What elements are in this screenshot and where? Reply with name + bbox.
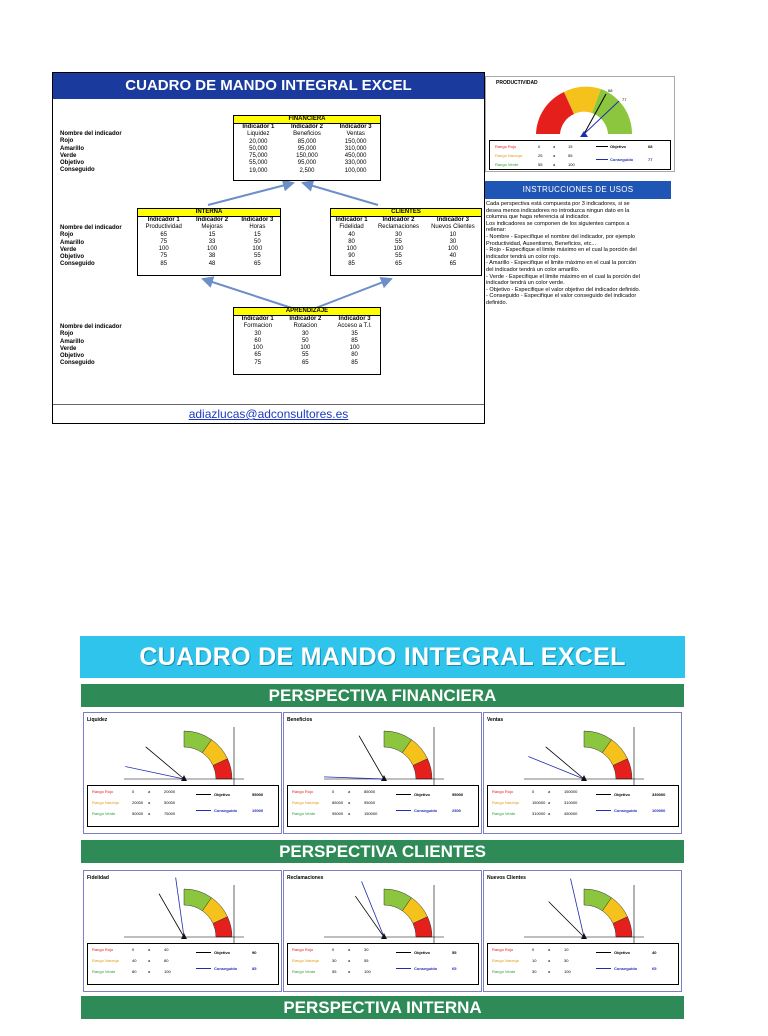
gauge-chart (484, 871, 681, 943)
legend-text: 450000 (564, 811, 578, 816)
row-labels-aprendizaje: Nombre del indicador Rojo Amarillo Verde Objetivo Conseguido (60, 324, 122, 367)
legend-text: Conseguido (214, 808, 238, 813)
dashboard-sheet (52, 72, 485, 424)
legend-text: 85 (252, 966, 257, 971)
legend-text: 30 (532, 969, 537, 974)
gauge-title: Nuevos Clientes (487, 875, 526, 881)
legend-text: 40 (164, 947, 169, 952)
legend-text: a (548, 947, 551, 952)
legend-text: a (348, 958, 351, 963)
gauge-title: Fidelidad (87, 875, 109, 881)
legend-text: Rango Naranja (492, 800, 519, 805)
objetivo-line-swatch (196, 952, 211, 953)
legend-text: 65 (652, 966, 657, 971)
objetivo-line-swatch (396, 794, 411, 795)
legend-text: 19000 (252, 808, 264, 813)
section-clientes-header: PERSPECTIVA CLIENTES (81, 840, 684, 863)
gauge-objetivo-needle (549, 902, 584, 937)
legend-text: Conseguido (414, 966, 438, 971)
gauge-chart (284, 871, 481, 943)
gauge-objetivo-needle (546, 747, 584, 779)
legend-text: a (348, 969, 351, 974)
legend-text: Rango Rojo (492, 789, 514, 794)
gauge-legend (287, 943, 479, 985)
legend-text: Conseguido (614, 808, 638, 813)
productividad-legend: Rango Rojo 0 a 15 Rango Naranja 25 a 55 Rango Verde 55 a 100 Objetivo 68 Conseguido 77 (489, 140, 671, 170)
legend-text: 150000 (364, 811, 378, 816)
legend-text: Conseguido (414, 808, 438, 813)
legend-text: a (548, 800, 551, 805)
legend-text: 0 (132, 789, 135, 794)
legend-text: 50000 (132, 811, 144, 816)
legend-text: 10 (532, 958, 537, 963)
legend-text: 30 (332, 958, 337, 963)
legend-text: 100 (364, 969, 371, 974)
legend-text: 40 (132, 958, 137, 963)
legend-text: Rango Rojo (292, 789, 314, 794)
legend-text: a (148, 947, 151, 952)
gauge-chart (484, 713, 681, 785)
legend-text: Conseguido (614, 966, 638, 971)
gauge-conseguido-needle (324, 777, 384, 779)
legend-text: a (548, 969, 551, 974)
legend-text: Conseguido (214, 966, 238, 971)
legend-text: 90 (252, 950, 257, 955)
legend-text: 10 (564, 947, 569, 952)
legend-text: Objetivo (414, 950, 431, 955)
legend-text: Rango Rojo (92, 789, 114, 794)
legend-text: 100 (564, 969, 571, 974)
legend-text: Rango Verde (92, 969, 116, 974)
legend-text: 100000 (652, 808, 666, 813)
gauge-legend (487, 943, 679, 985)
legend-text: 0 (532, 947, 535, 952)
gauge-panel (483, 870, 682, 992)
legend-text: 0 (332, 947, 335, 952)
legend-text: a (148, 789, 151, 794)
gauge-panel (483, 712, 682, 834)
gauge-conseguido-needle (176, 878, 184, 937)
contact-email-link[interactable]: adiazlucas@adconsultores.es (53, 404, 484, 423)
legend-text: 100 (164, 969, 171, 974)
table-financiera: FINANCIERA Indicador 1 Indicador 2 Indicador 3 Liquidez Beneficios Ventas 20,000 85,000 150,000 50,000 95,000 310,000 75,000 150,000 450,000 55,000 95,000 330,000 19,000 2,500 100,000 (233, 115, 381, 181)
legend-text: Rango Verde (292, 969, 316, 974)
legend-text: 0 (332, 789, 335, 794)
row-labels-financiera: Nombre del indicador Rojo Amarillo Verde Objetivo Conseguido (60, 131, 122, 174)
legend-text: 65 (452, 966, 457, 971)
gauge-panel (83, 870, 282, 992)
legend-text: Rango Verde (492, 969, 516, 974)
legend-text: 150000 (564, 789, 578, 794)
legend-text: Objetivo (214, 950, 231, 955)
legend-text: a (148, 811, 151, 816)
legend-text: Objetivo (214, 792, 231, 797)
table-interna: INTERNA Indicador 1 Indicador 2 Indicador 3 Productividad Mejoras Horas 65 15 15 75 33 50 100 100 100 75 38 55 85 48 65 (137, 208, 281, 276)
legend-text: a (548, 811, 551, 816)
gauge-legend (487, 785, 679, 827)
legend-text: Rango Rojo (92, 947, 114, 952)
gauge-objetivo-needle (159, 894, 184, 937)
conseguido-line-swatch (396, 968, 411, 969)
gauge-panel (83, 712, 282, 834)
productividad-gauge-panel (485, 76, 675, 172)
sheet-title: CUADRO DE MANDO INTEGRAL EXCEL (53, 73, 484, 99)
legend-text: Objetivo (614, 950, 631, 955)
gauge-conseguido-needle (528, 757, 584, 779)
conseguido-line-swatch (196, 810, 211, 811)
legend-text: 330000 (652, 792, 666, 797)
legend-text: Rango Naranja (492, 958, 519, 963)
legend-text: 85000 (364, 789, 376, 794)
instructions-header: INSTRUCCIONES DE USOS (485, 181, 671, 199)
legend-text: a (148, 800, 151, 805)
legend-text: Rango Naranja (292, 800, 319, 805)
gauge-title: Ventas (487, 717, 504, 723)
legend-text: a (348, 947, 351, 952)
section-interna-header: PERSPECTIVA INTERNA (81, 996, 684, 1019)
gauge-legend (87, 943, 279, 985)
legend-text: 50000 (164, 800, 176, 805)
conseguido-line-swatch (596, 810, 611, 811)
legend-text: Objetivo (414, 792, 431, 797)
legend-text: 95000 (332, 811, 344, 816)
legend-text: 20000 (164, 789, 176, 794)
gauge-chart (284, 713, 481, 785)
legend-text: Objetivo (614, 792, 631, 797)
legend-text: 85000 (332, 800, 344, 805)
table-aprendizaje: APRENDIZAJE Indicador 1 Indicador 2 Indicador 3 Formacion Rotacion Acceso a T.I. 30 30 35 60 50 85 100 100 100 65 55 80 75 65 85 (233, 307, 381, 375)
legend-text: 55 (364, 958, 369, 963)
legend-text: Rango Verde (292, 811, 316, 816)
legend-text: 20000 (132, 800, 144, 805)
gauge-objetivo-needle (146, 747, 184, 779)
gauge-legend (87, 785, 279, 827)
legend-text: Rango Naranja (292, 958, 319, 963)
gauge-panel (283, 870, 482, 992)
legend-text: Rango Verde (492, 811, 516, 816)
conseguido-line-swatch (596, 968, 611, 969)
legend-text: a (548, 789, 551, 794)
legend-text: Rango Naranja (92, 958, 119, 963)
legend-text: a (348, 800, 351, 805)
gauge-panel (283, 712, 482, 834)
legend-text: 310000 (564, 800, 578, 805)
gauge-chart (84, 713, 281, 785)
conseguido-marker: 77 (622, 97, 627, 102)
dashboard-title: CUADRO DE MANDO INTEGRAL EXCEL (80, 636, 685, 678)
gauge-conseguido-needle (571, 879, 584, 937)
legend-text: a (348, 811, 351, 816)
legend-text: a (148, 958, 151, 963)
objetivo-line-swatch (396, 952, 411, 953)
gauge-legend (287, 785, 479, 827)
legend-text: Rango Naranja (92, 800, 119, 805)
legend-text: a (348, 789, 351, 794)
legend-text: 55 (452, 950, 457, 955)
gauge-chart (84, 871, 281, 943)
instructions-text: Cada perspectiva está compuesta por 3 indicadores, si se desea menos indicadores no introduzca ningun dato en la columna que haga referencia al indicador. Los indicadores se componen de los siguientes campos a rellenar: - Nombre - Especifique el nombre del indicador, por ejemplo Productividad, Ausentismo, Beneficios, etc... - Rojo - Especifique el limite máximo en el cual la porción del indicador tendrá un color rojo. - Amarillo - Especifique el limite máximo en el cual la porción del indicador tendrá un color amarillo. - Verde - Especifique el limite máximo en el cual la porción del indicador tendrá un color verde. - Objetivo - Especifique el valor objetivo del indicador definido. - Conseguido - Especifique el valor conseguido del indicador definido. (486, 201, 641, 306)
legend-text: 30 (364, 947, 369, 952)
row-labels-interna: Nombre del indicador Rojo Amarillo Verde Objetivo Conseguido (60, 225, 122, 268)
gauge-conseguido-needle (125, 767, 184, 779)
objetivo-line-swatch (196, 794, 211, 795)
dashboard-preview (78, 636, 688, 1036)
legend-text: a (148, 969, 151, 974)
legend-text: a (548, 958, 551, 963)
legend-text: 80 (132, 969, 137, 974)
legend-text: Rango Verde (92, 811, 116, 816)
legend-text: 310000 (532, 811, 546, 816)
legend-text: 55000 (252, 792, 264, 797)
legend-text: 0 (532, 789, 535, 794)
objetivo-line-swatch (596, 952, 611, 953)
objetivo-marker: 68 (608, 88, 613, 93)
legend-text: 40 (652, 950, 657, 955)
legend-text: 75000 (164, 811, 176, 816)
legend-text: 80 (164, 958, 169, 963)
gauge-title: Liquidez (87, 717, 108, 723)
gauge-title: Reclamaciones (287, 875, 324, 881)
table-clientes: CLIENTES Indicador 1 Indicador 2 Indicador 3 Fidelidad Reclamaciones Nuevos Clientes 40 30 10 80 55 30 100 100 100 90 55 40 85 65 65 (330, 208, 482, 276)
conseguido-line-swatch (196, 968, 211, 969)
legend-text: 95000 (364, 800, 376, 805)
legend-text: 0 (132, 947, 135, 952)
objetivo-line-swatch (596, 794, 611, 795)
legend-text: 2500 (452, 808, 461, 813)
legend-text: Rango Rojo (292, 947, 314, 952)
productividad-title: PRODUCTIVIDAD (496, 80, 538, 86)
legend-text: Rango Rojo (492, 947, 514, 952)
legend-text: 95000 (452, 792, 464, 797)
legend-text: 150000 (532, 800, 546, 805)
gauge-objetivo-needle (359, 736, 384, 779)
legend-text: 30 (564, 958, 569, 963)
conseguido-line-swatch (396, 810, 411, 811)
gauge-title: Beneficios (287, 717, 313, 723)
section-financiera-header: PERSPECTIVA FINANCIERA (81, 684, 684, 707)
legend-text: 55 (332, 969, 337, 974)
